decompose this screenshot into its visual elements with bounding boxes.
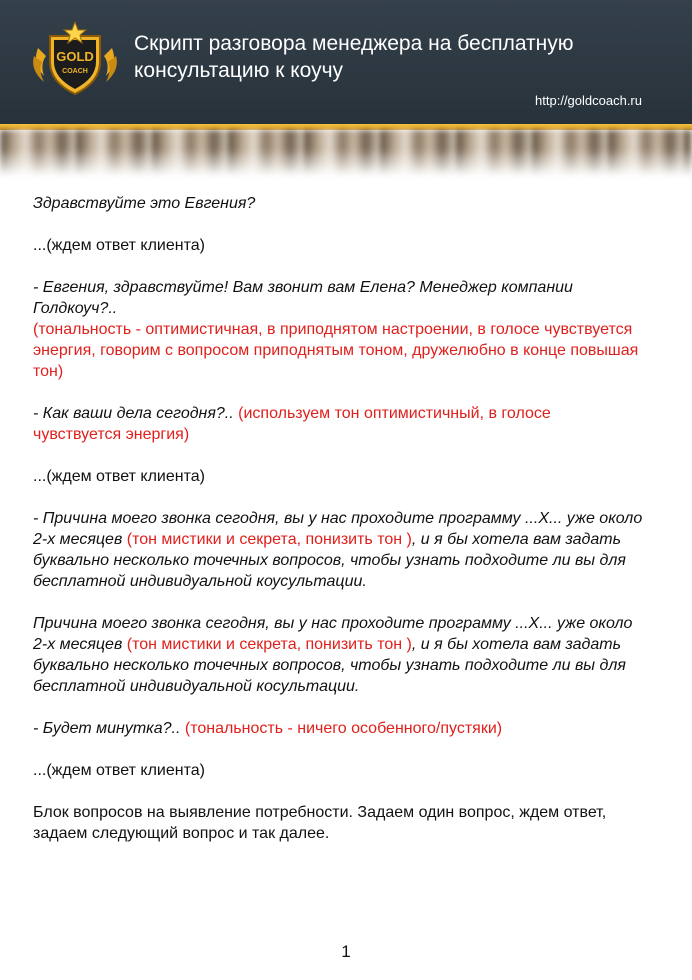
script-body	[33, 193, 643, 865]
logo-text-bottom: COACH	[62, 68, 88, 75]
site-url[interactable]: http://goldcoach.ru	[535, 93, 642, 108]
reason-paragraph-1	[33, 508, 643, 592]
wait-line: ...(ждем ответ клиента)	[33, 468, 205, 485]
decorative-banner-strip	[0, 130, 692, 176]
greeting-line: Здравствуйте это Евгения?	[33, 195, 256, 212]
questions-block-text: Блок вопросов на выявление потребности. Задаем один вопрос, ждем ответ, задаем следующий вопрос и так далее.	[33, 804, 607, 842]
reason2-tone-note: (тон мистики и секрета, понизить тон )	[126, 636, 412, 653]
howareyou-paragraph	[33, 403, 643, 445]
logo-text-top: GOLD	[56, 49, 94, 64]
howareyou-speech: - Как ваши дела сегодня?..	[33, 405, 239, 422]
page-number: 1	[341, 942, 351, 961]
reason1-part-a: - Причина моего звонка сегодня, вы у нас проходите программу ...Х... уже около 2-х месяцев	[33, 510, 643, 548]
reason2-part-b: , и я бы хотела вам задать буквально несколько точечных вопросов, чтобы узнать подходите ли вы для бесплатной индивидуальной косультации.	[33, 636, 626, 695]
page-header	[0, 0, 692, 124]
wait-line: ...(ждем ответ клиента)	[33, 762, 205, 779]
intro-tone-note: (тональность - оптимистичная, в приподнятом настроении, в голосе чувствуется энергия, говорим с вопросом приподнятым тоном, дружелюбно в конце повышая тон)	[33, 321, 639, 380]
minute-tone-note: (тональность - ничего особенного/пустяки)	[184, 720, 503, 737]
wait-line: ...(ждем ответ клиента)	[33, 237, 205, 254]
reason2-part-a: Причина моего звонка сегодня, вы у нас проходите программу ...Х... уже около 2-х месяцев	[33, 615, 633, 653]
minute-paragraph	[33, 718, 643, 739]
goldcoach-logo	[30, 18, 120, 98]
reason-paragraph-2	[33, 613, 643, 697]
reason1-tone-note: (тон мистики и секрета, понизить тон )	[126, 531, 412, 548]
reason1-part-b: , и я бы хотела вам задать буквально несколько точечных вопросов, чтобы узнать подходите ли вы для бесплатной индивидуальной коусультации.	[33, 531, 626, 590]
intro-speech: - Евгения, здравствуйте! Вам звонит вам Елена? Менеджер компании Голдкоуч?..	[33, 279, 573, 317]
document-title: Скрипт разговора менеджера на бесплатную консультацию к коучу	[134, 32, 574, 82]
minute-speech: - Будет минутка?..	[33, 720, 185, 737]
howareyou-tone-note: (используем тон оптимистичный, в голосе чувствуется энергия)	[33, 405, 551, 443]
intro-paragraph	[33, 277, 643, 382]
